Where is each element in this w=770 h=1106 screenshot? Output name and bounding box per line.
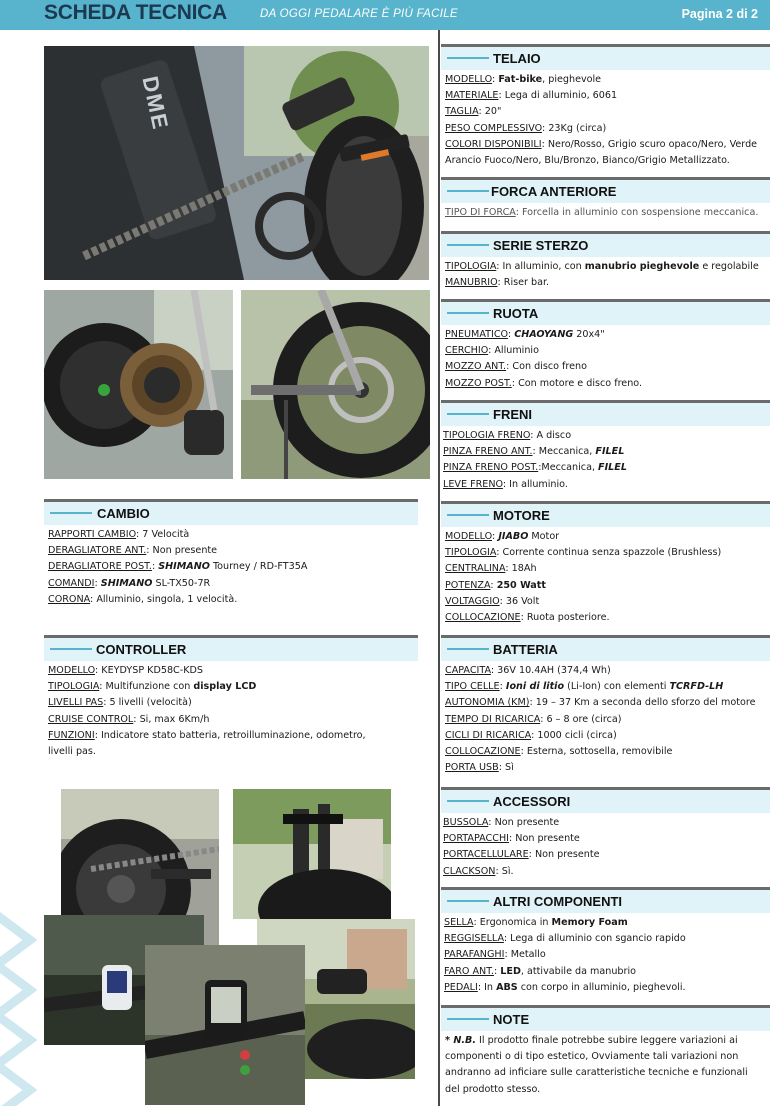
spec-value: : 6 – 8 ore (circa) — [540, 713, 622, 725]
spec-key: TEMPO DI RICARICA — [445, 713, 541, 725]
spec-key: MODELLO — [48, 665, 96, 676]
photo-front-wheel — [241, 290, 430, 479]
spec-value-bold: FILEL — [598, 462, 627, 474]
spec-key: TIPOLOGIA — [445, 547, 497, 559]
spec-value: (Li-Ion) con elementi — [564, 681, 670, 693]
photo-frame-chain — [44, 46, 429, 280]
spec-key: CERCHIO — [445, 345, 489, 357]
header-dash — [447, 900, 489, 902]
spec-key: COLORI DISPONIBILI — [445, 138, 542, 150]
spec-value: : Sì — [498, 762, 514, 774]
spec-value-bold: FILEL — [595, 446, 625, 458]
spec-value-bold: ABS — [496, 981, 518, 993]
section-header — [441, 177, 770, 203]
section-title: CONTROLLER — [96, 642, 187, 657]
spec-value-bold: Memory Foam — [551, 917, 628, 928]
spec-key: FUNZIONI — [48, 729, 95, 741]
section-header — [441, 231, 770, 257]
spec-value-bold: Fat-bike — [498, 74, 543, 85]
header-dash — [447, 413, 489, 415]
section-title: ACCESSORI — [493, 794, 571, 809]
spec-value: : Ruota posteriore. — [520, 612, 610, 624]
spec-key: AUTONOMIA (KM) — [445, 697, 530, 709]
spec-key: TIPOLOGIA — [48, 681, 100, 693]
spec-value: : Con disco freno — [506, 361, 587, 373]
spec-key: CAPACITA — [445, 665, 491, 676]
spec-key: PINZA FRENO POST. — [443, 462, 539, 474]
spec-key: COMANDI — [48, 577, 95, 589]
spec-value: livelli pas. — [48, 746, 96, 758]
section-controller — [44, 635, 418, 760]
section-batteria: BATTERIA CAPACITA: 36V 10.4AH (374,4 Wh) TIPO CELLE: Ioni di litio (Li-Ion) con elementi TCRFD-LH AUTONOMIA (KM): 19 – 37 Km a seconda dello sforzo del motore TEMPO DI RICARICA: 6 – 8 ore (circa) CICLI DI RICARICA: 1000 cicli (circa) COLLOCAZIONE: Esterna, sottosella, removibile PORTA USB: Sì — [441, 635, 770, 776]
page-number: Pagina 2 di 2 — [681, 7, 758, 21]
spec-value: : Meccanica, — [532, 446, 596, 458]
spec-value-bold: SHIMANO — [100, 577, 153, 589]
spec-key: PINZA FRENO ANT. — [443, 446, 533, 458]
spec-value: con corpo in alluminio, pieghevoli. — [517, 981, 686, 993]
page-title: SCHEDA TECNICA — [44, 1, 227, 24]
header-dash — [447, 648, 489, 650]
spec-key: VOLTAGGIO — [445, 595, 500, 607]
spec-value: : A disco — [530, 430, 572, 441]
spec-key: TAGLIA — [445, 106, 479, 118]
header-dash — [447, 244, 489, 246]
spec-value: : Corrente continua senza spazzole (Brushless) — [496, 547, 722, 559]
section-sterzo — [441, 231, 770, 291]
spec-value: : Non presente — [509, 833, 580, 845]
header-dash — [447, 312, 489, 314]
spec-value: : Indicatore stato batteria, retroilluminazione, odometro, — [94, 729, 366, 741]
spec-value: : 18Ah — [505, 563, 537, 575]
header-dash — [50, 648, 92, 650]
spec-value: : Multifunzione con — [99, 681, 194, 693]
spec-value: : Nero/Rosso, Grigio scuro opaco/Nero, Verde — [541, 138, 758, 150]
spec-value: SL-TX50-7R — [152, 577, 211, 589]
spec-key: PARAFANGHI — [444, 949, 505, 961]
brand-logo: DME — [137, 74, 174, 133]
section-title: FORCA ANTERIORE — [491, 184, 617, 199]
spec-value: : Sì. — [495, 865, 514, 877]
spec-value: Tourney / RD-FT35A — [209, 561, 308, 573]
section-title: BATTERIA — [493, 642, 558, 657]
section-title: MOTORE — [493, 508, 550, 523]
section-header — [441, 787, 770, 813]
spec-value: Arancio Fuoco/Nero, Blu/Bronzo, Bianco/Grigio Metallizzato. — [445, 155, 730, 167]
spec-key: PESO COMPLESSIVO — [445, 122, 543, 134]
spec-key: MATERIALE — [445, 90, 499, 102]
spec-value-bold: Ioni di litio — [505, 681, 565, 693]
photo-rear-hub — [44, 290, 233, 479]
spec-value: 20x4" — [573, 329, 605, 340]
header-dash — [447, 1018, 489, 1020]
spec-value: : Esterna, sottosella, removibile — [520, 746, 673, 758]
spec-value: : Lega di alluminio con sgancio rapido — [503, 933, 686, 945]
section-ruota: RUOTA PNEUMATICO: CHAOYANG 20x4" CERCHIO: Alluminio MOZZO ANT.: Con disco freno MOZZO POST.: Con motore e disco freno. — [441, 299, 770, 392]
spec-value: : In alluminio, con — [496, 261, 585, 272]
photo-front-fork — [233, 789, 391, 919]
spec-key: COLLOCAZIONE — [445, 612, 521, 624]
spec-value: : Non presente — [488, 817, 560, 828]
note-text: Il prodotto finale potrebbe subire leggere variazioni ai — [476, 1035, 738, 1046]
spec-key: MANUBRIO — [445, 277, 498, 289]
spec-value: e regolabile — [699, 261, 759, 272]
section-title: ALTRI COMPONENTI — [493, 894, 623, 909]
spec-key: LIVELLI PAS — [48, 697, 104, 709]
section-header — [441, 44, 770, 70]
spec-key: MOZZO ANT. — [445, 361, 507, 373]
section-telaio: TELAIO MODELLO: Fat-bike, pieghevole MATERIALE: Lega di alluminio, 6061 TAGLIA: 20" PESO COMPLESSIVO: 23Kg (circa) COLORI DISPONIBILI: Nero/Rosso, Grigio scuro opaco/Nero, Verde Arancio Fuoco/Nero, Blu/Bronzo, Bianco/Grigio Metallizzato. — [441, 44, 770, 169]
spec-value: : In — [477, 981, 497, 993]
spec-value-bold: JIABO — [498, 531, 529, 542]
section-note — [441, 1005, 770, 1098]
spec-value: : Non presente — [528, 849, 600, 861]
spec-value: : Metallo — [504, 949, 546, 961]
spec-value: : KEYDYSP KD58C-KDS — [95, 665, 203, 676]
spec-key: POTENZA — [445, 579, 491, 591]
section-motore: MOTORE MODELLO: JIABO Motor TIPOLOGIA: Corrente continua senza spazzole (Brushless) CENTRALINA: 18Ah POTENZA: 250 Watt VOLTAGGIO: 36 Volt COLLOCAZIONE: Ruota posteriore. — [441, 501, 770, 626]
spec-key: FARO ANT. — [444, 965, 494, 977]
spec-key: PORTACELLULARE — [443, 849, 529, 861]
spec-value: : Alluminio, singola, 1 velocità. — [90, 593, 238, 605]
spec-value-bold: display LCD — [193, 681, 257, 693]
spec-key: CORONA — [48, 593, 91, 605]
spec-value: : In alluminio. — [502, 478, 568, 490]
section-forca — [441, 177, 770, 221]
spec-value-bold: manubrio pieghevole — [584, 261, 700, 272]
spec-key: MOZZO POST. — [445, 377, 512, 389]
spec-key: TIPO CELLE — [445, 681, 500, 693]
section-header — [441, 400, 770, 426]
spec-value: : 5 livelli (velocità) — [103, 697, 192, 709]
spec-key: REGGISELLA — [444, 933, 504, 945]
spec-key: LEVE FRENO — [443, 478, 503, 490]
header-dash — [447, 514, 489, 516]
spec-value: : Si, max 6Km/h — [133, 713, 210, 725]
section-header — [441, 887, 770, 913]
spec-key: RAPPORTI CAMBIO — [48, 529, 137, 540]
spec-key: DERAGLIATORE ANT. — [48, 545, 147, 557]
spec-key: CRUISE CONTROL — [48, 713, 134, 725]
spec-value: : 1000 cicli (circa) — [531, 729, 617, 741]
spec-value: Motor — [528, 531, 560, 542]
section-cambio: CAMBIO RAPPORTI CAMBIO: 7 Velocità DERAGLIATORE ANT.: Non presente DERAGLIATORE POST.: SHIMANO Tourney / RD-FT35A COMANDI: SHIMANO SL-TX50-7R CORONA: Alluminio, singola, 1 velocità. — [44, 499, 418, 608]
spec-value: : 7 Velocità — [136, 529, 190, 540]
column-divider — [438, 30, 440, 1106]
spec-key: TIPO DI FORCA — [445, 207, 516, 218]
note-text: del prodotto stesso. — [445, 1083, 541, 1095]
spec-key: PNEUMATICO — [445, 329, 508, 340]
spec-key: PEDALI — [444, 981, 478, 993]
spec-value: : Alluminio — [488, 345, 539, 357]
spec-value-bold: LED — [500, 965, 521, 977]
spec-value: :Meccanica, — [538, 462, 599, 474]
section-freni — [441, 400, 770, 493]
header-dash — [447, 190, 489, 192]
spec-key: DERAGLIATORE POST. — [48, 561, 152, 573]
section-title: SERIE STERZO — [493, 238, 589, 253]
section-title: TELAIO — [493, 51, 541, 66]
spec-key: CENTRALINA — [445, 563, 506, 575]
spec-key: SELLA — [444, 917, 474, 928]
spec-key: CICLI DI RICARICA — [445, 729, 532, 741]
section-header — [441, 299, 770, 325]
note-marker: * N.B. — [445, 1035, 476, 1046]
note-text: componenti o di tipo estetico, Ovviamente tali variazioni non — [445, 1051, 739, 1063]
spec-value: : 19 – 37 Km a seconda dello sforzo del motore — [529, 697, 756, 709]
spec-value-bold: 250 Watt — [496, 579, 546, 591]
page-header — [0, 0, 770, 30]
section-header — [441, 1005, 770, 1031]
spec-key: BUSSOLA — [443, 817, 489, 828]
section-title: FRENI — [493, 407, 532, 422]
spec-key: MODELLO — [445, 531, 493, 542]
spec-value: , attivabile da manubrio — [520, 965, 636, 977]
header-dash — [447, 57, 489, 59]
section-header — [44, 635, 418, 661]
header-dash — [50, 512, 92, 514]
spec-value-bold: TCRFD-LH — [669, 681, 724, 693]
spec-value: : 36 Volt — [499, 595, 540, 607]
spec-value: : Non presente — [146, 545, 218, 557]
spec-key: TIPOLOGIA FRENO — [443, 430, 531, 441]
spec-key: PORTA USB — [445, 762, 499, 774]
section-header — [441, 501, 770, 527]
spec-value: : 36V 10.4AH (374,4 Wh) — [490, 665, 611, 676]
spec-key: TIPOLOGIA — [445, 261, 497, 272]
spec-key: COLLOCAZIONE — [445, 746, 521, 758]
spec-value: : Con motore e disco freno. — [511, 377, 643, 389]
spec-value: : Ergonomica in — [473, 917, 552, 928]
spec-value-bold: SHIMANO — [158, 561, 210, 573]
spec-key: CLACKSON — [443, 865, 496, 877]
header-dash — [447, 800, 489, 802]
section-header — [44, 499, 418, 525]
spec-key: MODELLO — [445, 74, 493, 85]
section-title: RUOTA — [493, 306, 539, 321]
section-accessori — [441, 787, 770, 880]
spec-key: PORTAPACCHI — [443, 833, 509, 845]
section-header — [441, 635, 770, 661]
spec-value: , pieghevole — [542, 74, 602, 85]
note-text: andranno ad inficiare sulle caratteristiche tecniche e funzionali — [445, 1067, 748, 1079]
page-subtitle: DA OGGI PEDALARE È PIÙ FACILE — [260, 8, 458, 20]
section-title: NOTE — [493, 1012, 530, 1027]
spec-value: : Lega di alluminio, 6061 — [498, 90, 618, 102]
section-title: CAMBIO — [97, 506, 150, 521]
spec-value: : Forcella in alluminio con sospensione meccanica. — [515, 207, 759, 218]
spec-value-bold: CHAOYANG — [514, 329, 574, 340]
photo-display-lcd — [145, 945, 305, 1105]
spec-value: : Riser bar. — [497, 277, 550, 289]
spec-value: : 20" — [478, 106, 502, 118]
spec-value: : 23Kg (circa) — [542, 122, 607, 134]
section-altri-componenti: ALTRI COMPONENTI SELLA: Ergonomica in Memory Foam REGGISELLA: Lega di alluminio con sgancio rapido PARAFANGHI: Metallo FARO ANT.: LED, attivabile da manubrio PEDALI: In ABS con corpo in alluminio, pieghevoli. — [441, 887, 770, 996]
